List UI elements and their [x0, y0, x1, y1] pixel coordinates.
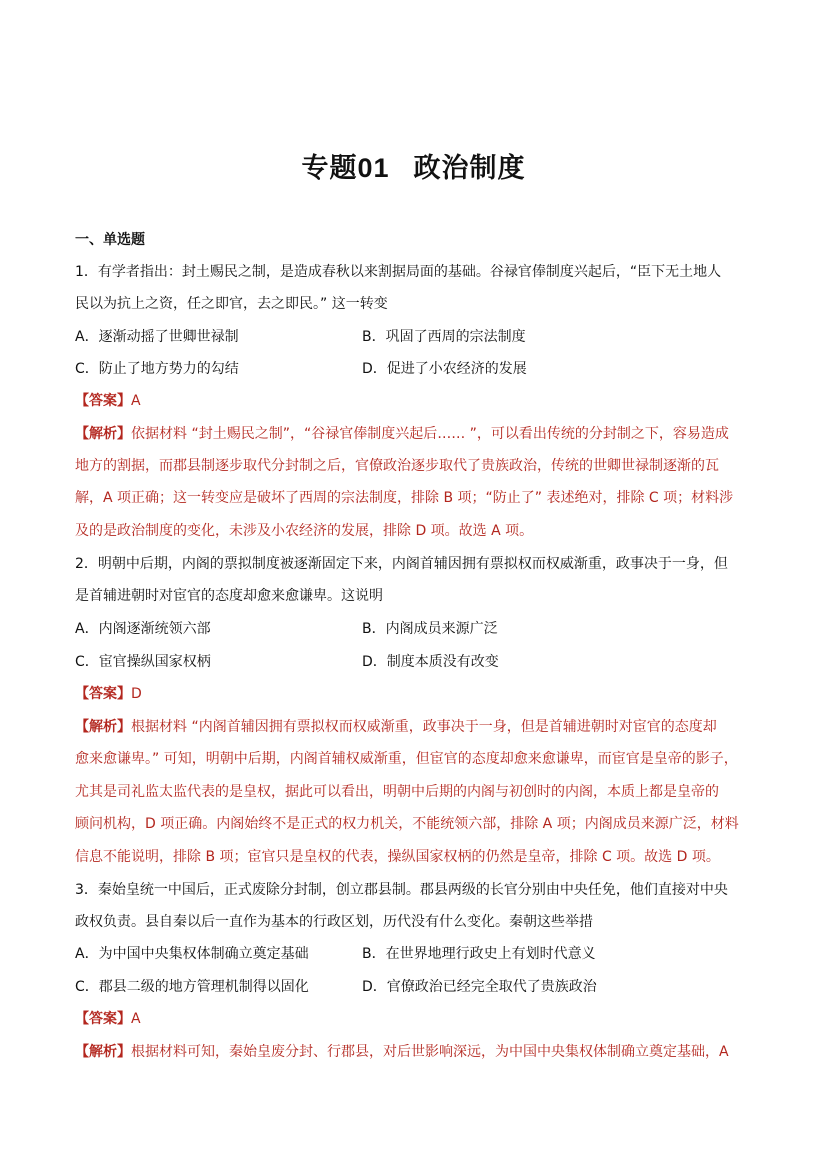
q1-answer: [75, 390, 141, 410]
q2-option-c: C．宦官操纵国家权柄: [75, 654, 211, 670]
q3-analysis-text-1: 根据材料可知，秦始皇废分封、行郡县，对后世影响深远，为中国中央集权体制确立奠定基础，A: [131, 1044, 729, 1060]
q3-option-b: B．在世界地理行政史上有划时代意义: [362, 946, 596, 962]
q3-answer: [75, 1008, 141, 1028]
q3-analysis-line-1: [75, 1041, 729, 1061]
title-suffix: 政治制度: [413, 153, 526, 184]
q3-stem-line-2: 政权负责。县自秦以后一直作为基本的行政区划，历代没有什么变化。秦朝这些举措: [75, 914, 593, 930]
analysis-tag: 【解析】: [75, 719, 131, 735]
q2-stem-line-2: 是首辅进朝时对宦官的态度却愈来愈谦卑。这说明: [75, 588, 383, 604]
q2-analysis-text-1: 根据材料 “内阁首辅因拥有票拟权而权威渐重，政事决于一身，但是首辅进朝时对宦官的态度却: [131, 719, 717, 735]
q1-stem-line-1: 1．有学者指出：封土赐民之制，是造成春秋以来割据局面的基础。谷禄官俸制度兴起后，“臣下无土地人: [75, 264, 722, 280]
q1-analysis-line-1: [75, 423, 729, 443]
q1-option-c: C．防止了地方势力的勾结: [75, 361, 239, 377]
q2-answer: [75, 683, 142, 703]
answer-tag: 【答案】: [75, 686, 131, 702]
q2-analysis-line-2: 愈来愈谦卑。” 可知，明朝中后期，内阁首辅权威渐重，但宦官的态度却愈来愈谦卑，而宦官是皇帝的影子，: [75, 751, 738, 767]
title-prefix: 专题: [301, 153, 358, 184]
q1-analysis-text-1: 依据材料 “封土赐民之制”，“谷禄官俸制度兴起后…… ”，可以看出传统的分封制之下，容易造成: [131, 426, 729, 442]
q2-analysis-line-1: [75, 716, 717, 736]
q1-option-a: A．逐渐动摇了世卿世禄制: [75, 329, 239, 345]
q1-analysis-line-2: 地方的割据，而郡县制逐步取代分封制之后，官僚政治逐步取代了贵族政治，传统的世卿世禄制逐渐的瓦: [75, 458, 719, 474]
q2-answer-value: D: [131, 686, 142, 702]
title-number: 01: [357, 153, 390, 183]
q3-answer-value: A: [131, 1011, 141, 1027]
q2-option-a: A．内阁逐渐统领六部: [75, 621, 211, 637]
q3-stem-line-1: 3．秦始皇统一中国后，正式废除分封制，创立郡县制。郡县两级的长官分别由中央任免，他们直接对中央: [75, 882, 728, 898]
page-title: [0, 146, 827, 185]
q3-option-d: D．官僚政治已经完全取代了贵族政治: [362, 979, 597, 995]
q1-option-d: D．促进了小农经济的发展: [362, 361, 527, 377]
analysis-tag: 【解析】: [75, 1044, 131, 1060]
q1-analysis-line-4: 及的是政治制度的变化，未涉及小农经济的发展，排除 D 项。故选 A 项。: [75, 523, 534, 539]
section-heading: 一、单选题: [75, 232, 145, 248]
q2-option-d: D．制度本质没有改变: [362, 654, 499, 670]
q2-analysis-line-4: 顾问机构，D 项正确。内阁始终不是正式的权力机关，不能统领六部，排除 A 项；内阁成员来源广泛，材料: [75, 816, 739, 832]
q3-option-a: A．为中国中央集权体制确立奠定基础: [75, 946, 309, 962]
q2-analysis-line-5: 信息不能说明，排除 B 项；宦官只是皇权的代表，操纵国家权柄的仍然是皇帝，排除 C 项。故选 D 项。: [75, 849, 720, 865]
answer-tag: 【答案】: [75, 1011, 131, 1027]
q1-analysis-line-3: 解，A 项正确；这一转变应是破坏了西周的宗法制度，排除 B 项；“防止了” 表述绝对，排除 C 项；材料涉: [75, 490, 734, 506]
answer-tag: 【答案】: [75, 393, 131, 409]
analysis-tag: 【解析】: [75, 426, 131, 442]
q2-stem-line-1: 2．明朝中后期，内阁的票拟制度被逐渐固定下来，内阁首辅因拥有票拟权而权威渐重，政事决于一身，但: [75, 556, 728, 572]
q3-option-c: C．郡县二级的地方管理机制得以固化: [75, 979, 309, 995]
q1-option-b: B．巩固了西周的宗法制度: [362, 329, 526, 345]
q2-analysis-line-3: 尤其是司礼监太监代表的是皇权，据此可以看出，明朝中后期的内阁与初创时的内阁，本质上都是皇帝的: [75, 784, 719, 800]
q1-answer-value: A: [131, 393, 141, 409]
q1-stem-line-2: 民以为抗上之资，任之即官，去之即民。” 这一转变: [75, 296, 388, 312]
q2-option-b: B．内阁成员来源广泛: [362, 621, 498, 637]
